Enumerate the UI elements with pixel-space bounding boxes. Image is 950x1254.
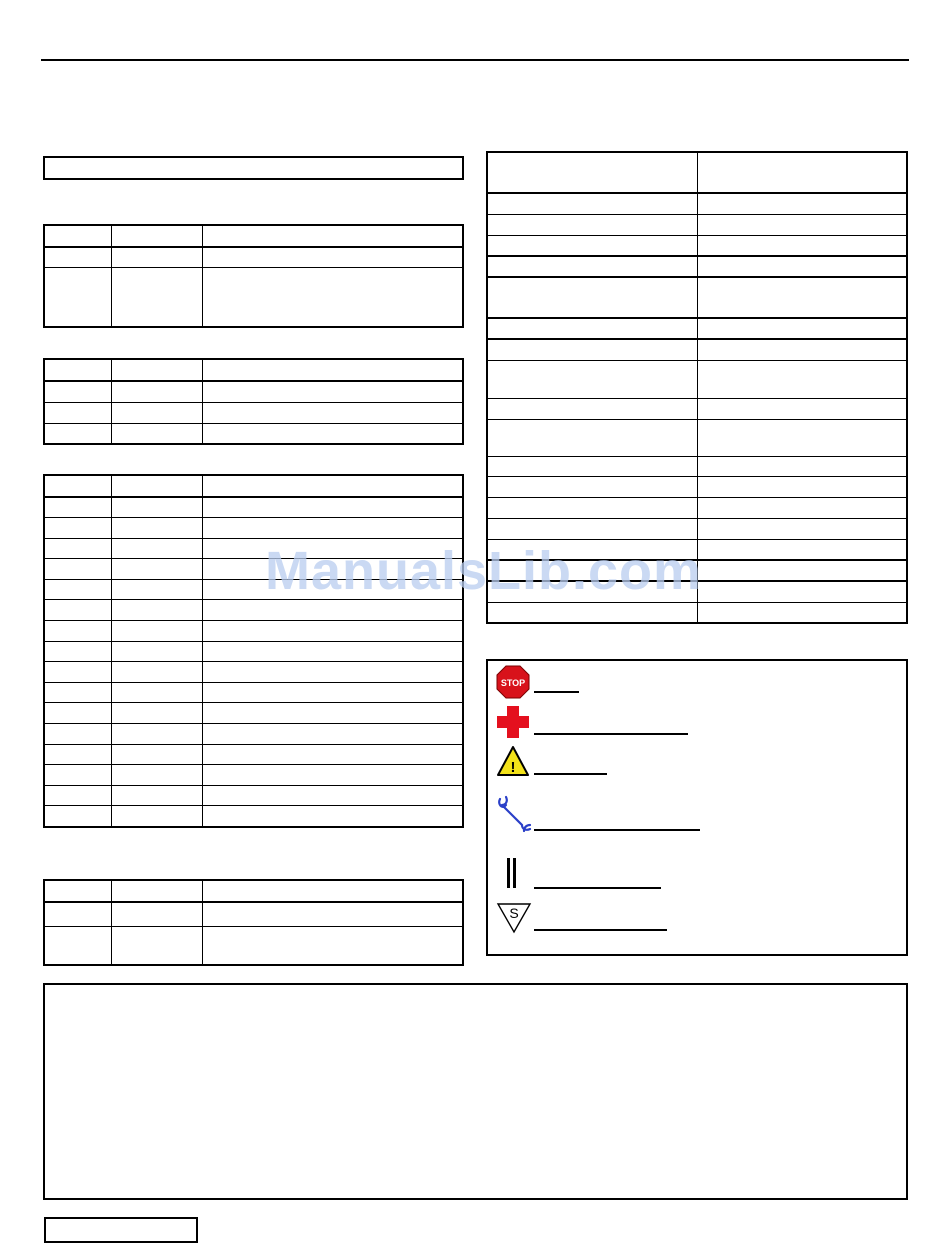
legend-line-5 [534, 887, 661, 889]
watermark: ManualsLib.com [265, 541, 703, 601]
double-bar-icon [505, 857, 519, 889]
left-table-2 [43, 358, 464, 445]
legend-line-3 [534, 773, 607, 775]
stop-sign-icon [496, 665, 530, 699]
legend-line-1 [534, 691, 579, 693]
footer-box [44, 1217, 198, 1243]
legend-line-6 [534, 929, 667, 931]
header-rule [41, 59, 909, 61]
s-mark: S [509, 905, 519, 921]
notes-box [43, 983, 908, 1200]
warning-mark: ! [510, 759, 516, 776]
warning-triangle-icon [496, 745, 530, 777]
left-table-3 [43, 474, 464, 828]
wrench-icon [496, 795, 532, 835]
legend-line-4 [534, 829, 700, 831]
left-table-1 [43, 224, 464, 328]
symbol-legend [486, 659, 908, 956]
legend-line-2 [534, 733, 688, 735]
left-table-4 [43, 879, 464, 966]
red-cross-icon [496, 705, 530, 739]
s-triangle-icon [496, 902, 532, 934]
stop-sign-label: STOP [500, 678, 526, 688]
section-title-box [43, 156, 464, 180]
